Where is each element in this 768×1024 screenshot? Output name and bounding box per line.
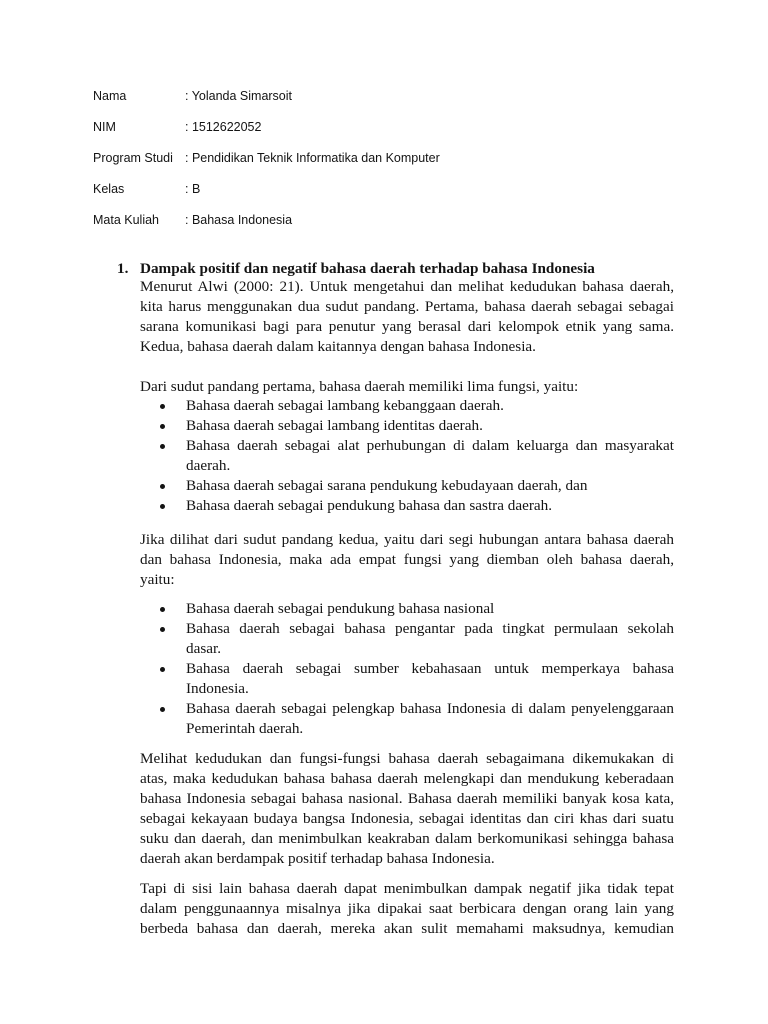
info-label: Program Studi (93, 151, 173, 165)
list-item-line: Bahasa daerah sebagai lambang kebanggaan daerah. (186, 397, 504, 414)
paragraph-line: atas, maka kedudukan bahasa bahasa daerah melengkapi dan mendukung keberadaan (140, 770, 674, 787)
list-item-line: daerah. (186, 457, 231, 474)
paragraph-line: Menurut Alwi (2000: 21). Untuk mengetahui dan melihat kedudukan bahasa daerah, (140, 278, 674, 295)
list-item (140, 699, 674, 739)
bullet-list-second-view (140, 599, 674, 739)
section-number: 1. (117, 260, 129, 277)
bullet-icon (160, 607, 165, 612)
paragraph-line: berbeda bahasa dan daerah, mereka akan sulit memahami maksudnya, kemudian (140, 920, 674, 937)
list-item (140, 396, 674, 416)
info-row-nim (93, 119, 693, 135)
section-heading (140, 259, 674, 279)
paragraph-second-view (140, 530, 674, 590)
list-item (140, 416, 674, 436)
list-item-line: Bahasa daerah sebagai pelengkap bahasa Indonesia di dalam penyelenggaraan (186, 700, 674, 717)
bullet-icon (160, 627, 165, 632)
list-item-line: Pemerintah daerah. (186, 720, 304, 737)
info-label: NIM (93, 120, 116, 134)
list-item-line: dasar. (186, 640, 222, 657)
bullet-icon (160, 424, 165, 429)
list-item-line: Bahasa daerah sebagai lambang identitas daerah. (186, 417, 483, 434)
paragraph-line: Melihat kedudukan dan fungsi-fungsi bahasa daerah sebagaimana dikemukakan di (140, 750, 674, 767)
bullet-icon (160, 404, 165, 409)
info-value: : 1512622052 (185, 120, 262, 134)
paragraph-line: sarana komunikasi bagi para penutur yang berasal dari kelompok etnik yang sama. (140, 318, 674, 335)
paragraph-line: sebagai kekayaan budaya bangsa Indonesia, sebagai identitas dan ciri khas dari suatu (140, 810, 674, 827)
info-label: Kelas (93, 182, 125, 196)
info-row-kelas (93, 181, 693, 197)
info-value: : B (185, 182, 201, 196)
bullet-icon (160, 484, 165, 489)
list-item (140, 496, 674, 516)
bullet-icon (160, 667, 165, 672)
list-item (140, 476, 674, 496)
list-item-line: Bahasa daerah sebagai sumber kebahasaan untuk memperkaya bahasa (186, 660, 674, 677)
bullet-list-first-view (140, 396, 674, 516)
paragraph-intro (140, 277, 674, 357)
list-item (140, 599, 674, 619)
info-label: Mata Kuliah (93, 213, 160, 227)
list-item-line: Indonesia. (186, 680, 249, 697)
paragraph-line: Tapi di sisi lain bahasa daerah dapat menimbulkan dampak negatif jika tidak tepat (140, 880, 674, 897)
paragraph-line: Jika dilihat dari sudut pandang kedua, yaitu dari segi hubungan antara bahasa daerah (140, 531, 674, 548)
paragraph-line: kita harus menggunakan dua sudut pandang. Pertama, bahasa daerah sebagai sebagai (140, 298, 674, 315)
list-item-line: Bahasa daerah sebagai bahasa pengantar pada tingkat permulaan sekolah (186, 620, 674, 637)
paragraph-line: dan bahasa Indonesia, maka ada empat fungsi yang diemban oleh bahasa daerah, (140, 551, 674, 568)
list-item (140, 436, 674, 476)
paragraph-line: Dari sudut pandang pertama, bahasa daerah memiliki lima fungsi, yaitu: (140, 378, 579, 395)
info-row-program-studi (93, 150, 693, 166)
list-item-line: Bahasa daerah sebagai pendukung bahasa nasional (186, 600, 495, 617)
paragraph-line: daerah akan berdampak positif terhadap bahasa Indonesia. (140, 850, 495, 867)
info-value: : Yolanda Simarsoit (185, 89, 293, 103)
paragraph-positive-impact (140, 749, 674, 869)
paragraph-line: suku dan daerah, dan menimbulkan keakraban dalam berkomunikasi sehingga bahasa (140, 830, 674, 847)
list-item-line: Bahasa daerah sebagai alat perhubungan di dalam keluarga dan masyarakat (186, 437, 674, 454)
info-value: : Bahasa Indonesia (185, 213, 293, 227)
section-title: Dampak positif dan negatif bahasa daerah terhadap bahasa Indonesia (140, 260, 595, 277)
paragraph-first-view (140, 377, 674, 397)
info-value: : Pendidikan Teknik Informatika dan Komputer (185, 151, 440, 165)
paragraph-line: bahasa Indonesia sebagai bahasa nasional. Bahasa daerah memiliki banyak kosa kata, (140, 790, 674, 807)
paragraph-line: yaitu: (140, 571, 175, 588)
paragraph-line: Kedua, bahasa daerah dalam kaitannya dengan bahasa Indonesia. (140, 338, 536, 355)
list-item (140, 619, 674, 659)
bullet-icon (160, 444, 165, 449)
info-row-nama (93, 88, 693, 104)
bullet-icon (160, 707, 165, 712)
list-item (140, 659, 674, 699)
paragraph-negative-impact (140, 879, 674, 939)
list-item-line: Bahasa daerah sebagai sarana pendukung kebudayaan daerah, dan (186, 477, 588, 494)
info-label: Nama (93, 89, 127, 103)
bullet-icon (160, 504, 165, 509)
paragraph-line: dalam penggunaannya misalnya jika dipakai saat berbicara dengan orang lain yang (140, 900, 674, 917)
list-item-line: Bahasa daerah sebagai pendukung bahasa dan sastra daerah. (186, 497, 553, 514)
info-row-mata-kuliah (93, 212, 693, 228)
